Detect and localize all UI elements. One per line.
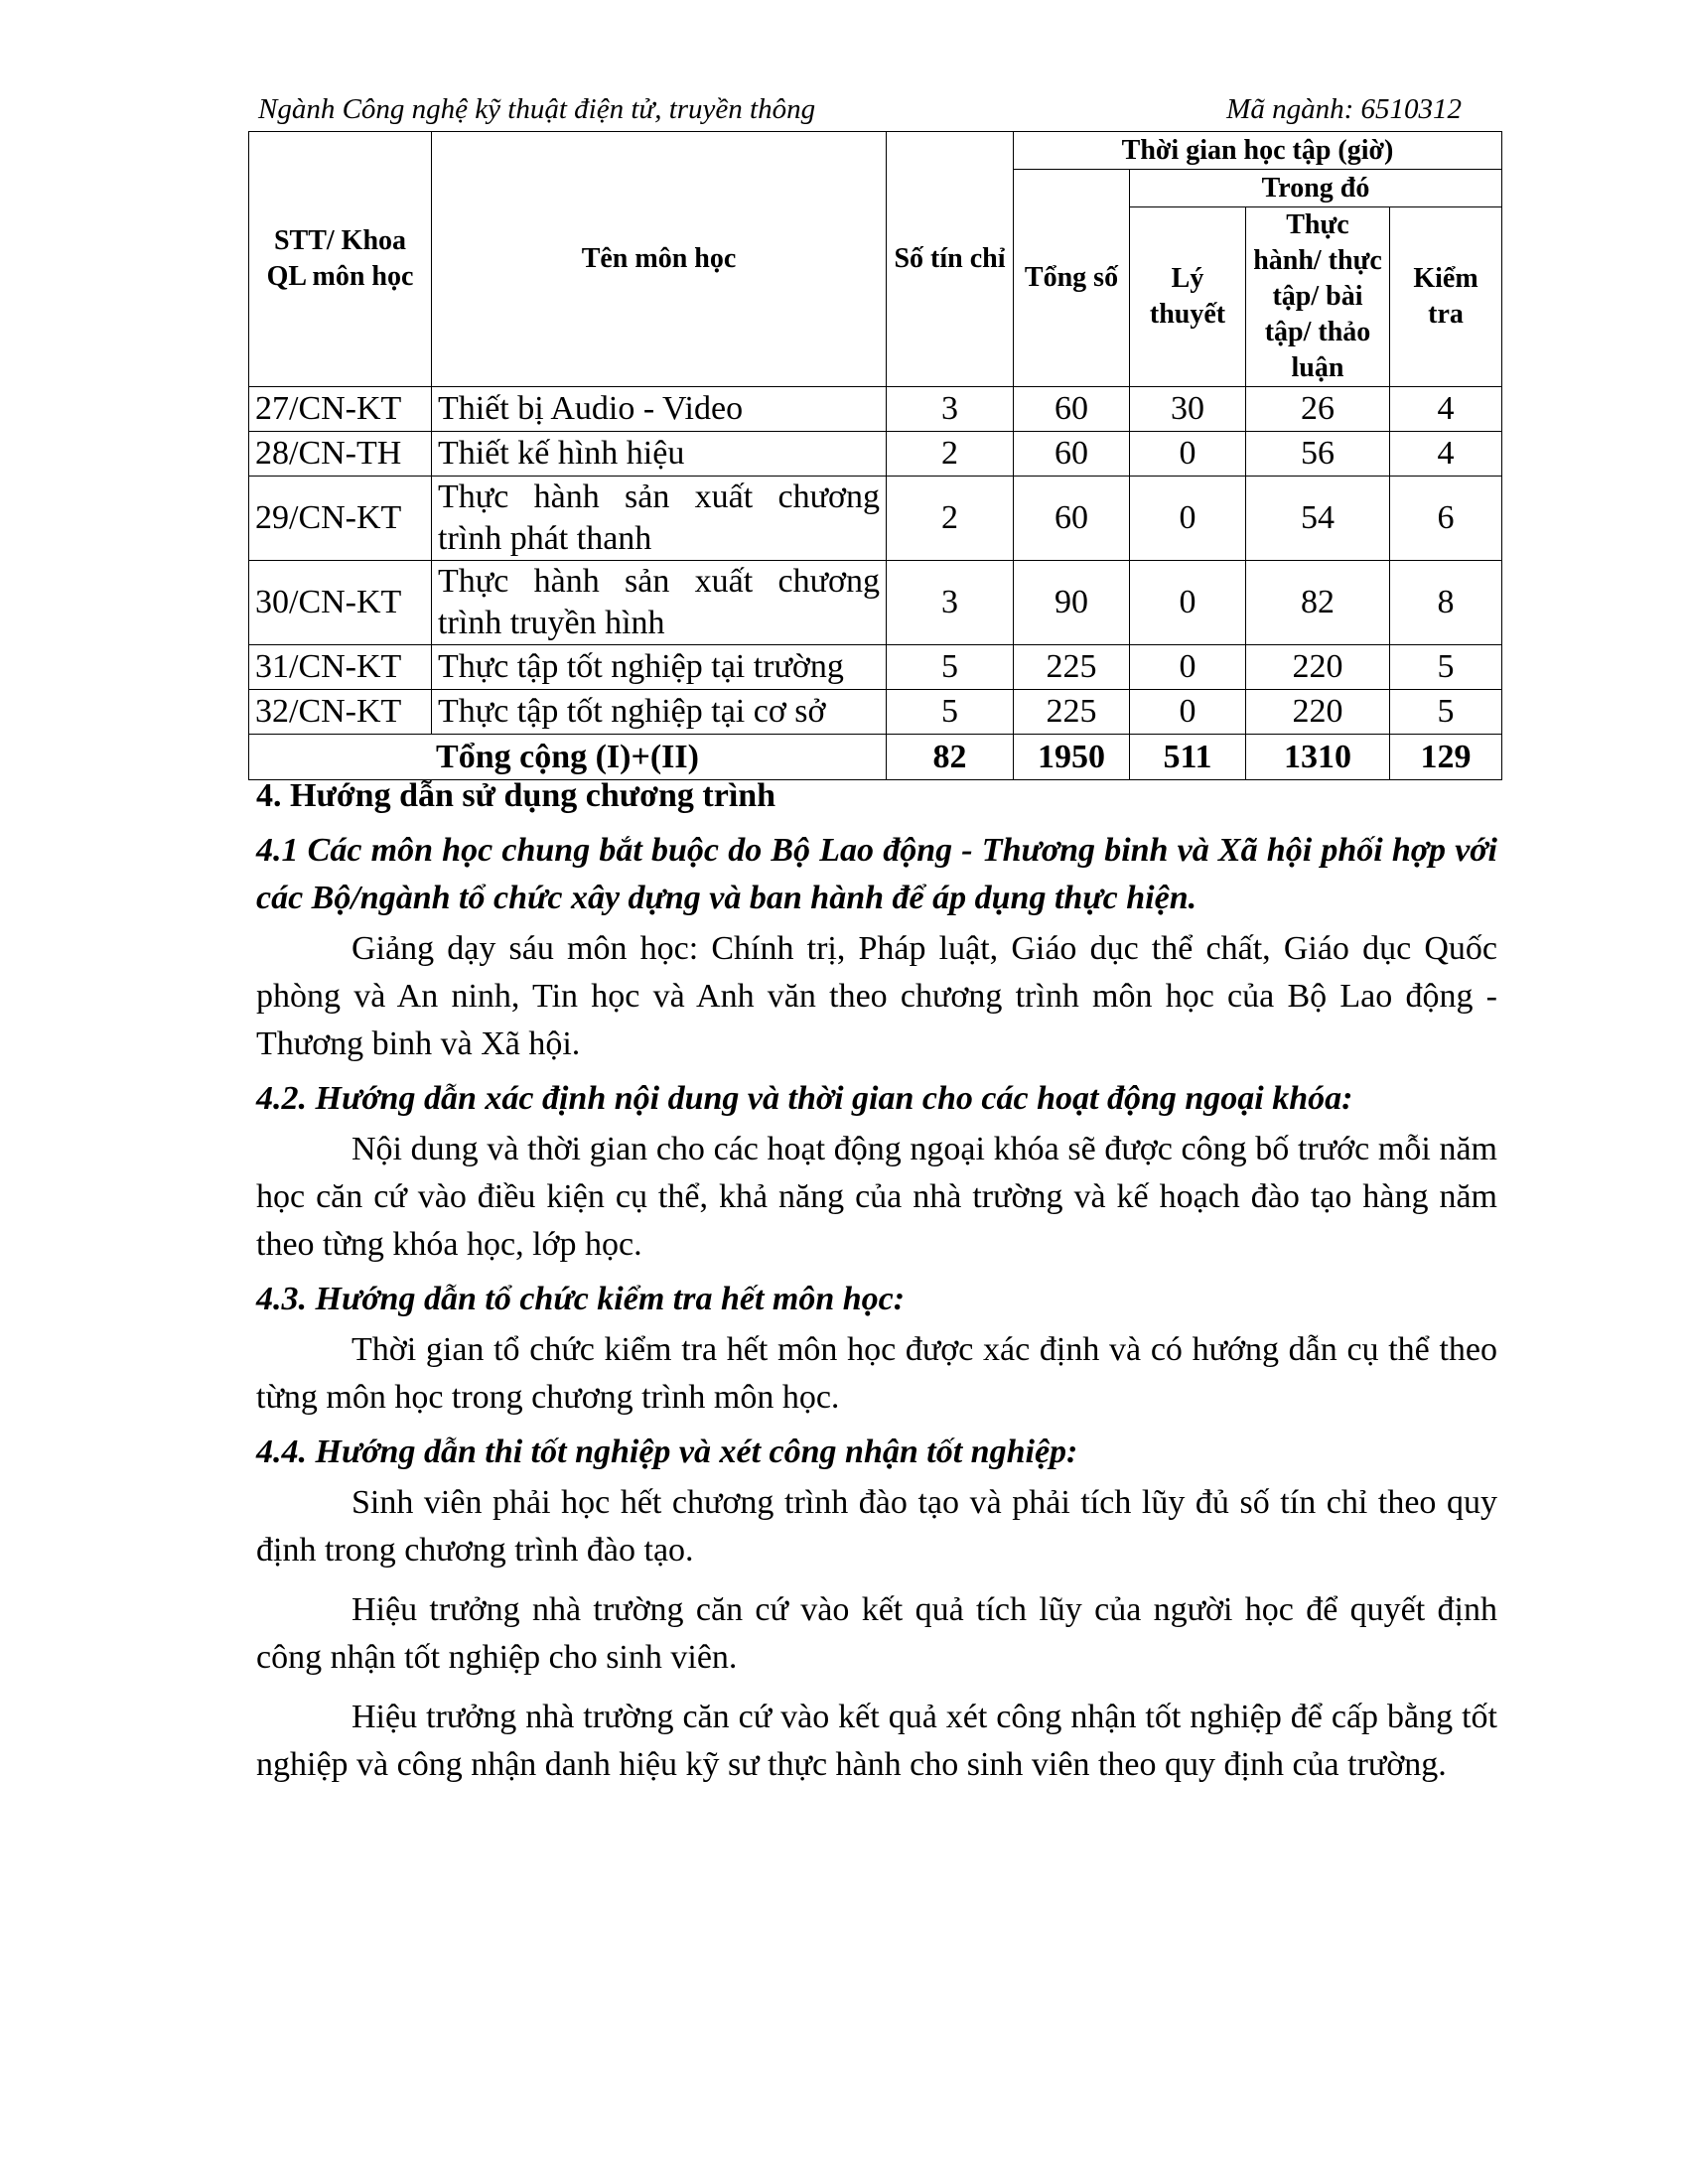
cell-credits: 2 <box>887 477 1014 561</box>
table-row <box>249 432 1502 477</box>
subsection-4-4-paragraph-3: Hiệu trưởng nhà trường căn cứ vào kết quả xét công nhận tốt nghiệp để cấp bằng tốt nghiệp và công nhận danh hiệu kỹ sư thực hành cho sinh viên theo quy định của trường. <box>256 1699 1497 1783</box>
cell-practice: 82 <box>1246 561 1390 645</box>
cell-exam: 6 <box>1390 477 1502 561</box>
cell-total: 60 <box>1014 387 1130 432</box>
cell-stt: 30/CN-KT <box>249 561 432 645</box>
total-hours: 1950 <box>1014 735 1130 780</box>
total-label: Tổng cộng (I)+(II) <box>249 735 887 780</box>
header-study-time: Thời gian học tập (giờ) <box>1014 132 1502 170</box>
cell-exam: 4 <box>1390 432 1502 477</box>
header-subject-name: Tên môn học <box>432 132 887 387</box>
cell-exam: 4 <box>1390 387 1502 432</box>
curriculum-table <box>248 131 1502 780</box>
header-stt: STT/ Khoa QL môn học <box>249 132 432 387</box>
cell-subject-name: Thực tập tốt nghiệp tại trường <box>432 645 887 690</box>
cell-subject-name: Thiết bị Audio - Video <box>432 387 887 432</box>
total-credits: 82 <box>887 735 1014 780</box>
cell-exam: 5 <box>1390 690 1502 735</box>
cell-theory: 0 <box>1130 645 1246 690</box>
subsection-4-2-title: 4.2. Hướng dẫn xác định nội dung và thời gian cho các hoạt động ngoại khóa: <box>256 1080 1353 1117</box>
cell-stt: 27/CN-KT <box>249 387 432 432</box>
subsection-4-1-title: 4.1 Các môn học chung bắt buộc do Bộ Lao động - Thương binh và Xã hội phối hợp với các Bộ/ngành tổ chức xây dựng và ban hành để áp dụng thực hiện. <box>256 832 1497 916</box>
table-row <box>249 477 1502 561</box>
header-breakdown: Trong đó <box>1130 170 1502 207</box>
total-exam: 129 <box>1390 735 1502 780</box>
usage-guide-section <box>256 772 1497 1789</box>
subsection-4-3-title: 4.3. Hướng dẫn tổ chức kiểm tra hết môn học: <box>256 1281 906 1317</box>
subsection-4-2-paragraph: Nội dung và thời gian cho các hoạt động ngoại khóa sẽ được công bố trước mỗi năm học căn cứ vào điều kiện cụ thể, khả năng của nhà trường và kế hoạch đào tạo hàng năm theo từng khóa học, lớp học. <box>256 1131 1497 1263</box>
cell-stt: 29/CN-KT <box>249 477 432 561</box>
header-exam: Kiểm tra <box>1390 207 1502 387</box>
header-practice: Thực hành/ thực tập/ bài tập/ thảo luận <box>1246 207 1390 387</box>
cell-theory: 0 <box>1130 561 1246 645</box>
cell-practice: 54 <box>1246 477 1390 561</box>
cell-practice: 26 <box>1246 387 1390 432</box>
cell-total: 60 <box>1014 432 1130 477</box>
page-header <box>250 91 1462 127</box>
cell-theory: 0 <box>1130 477 1246 561</box>
cell-credits: 3 <box>887 561 1014 645</box>
subsection-4-1-paragraph: Giảng dạy sáu môn học: Chính trị, Pháp luật, Giáo dục thể chất, Giáo dục Quốc phòng và An ninh, Tin học và Anh văn theo chương trình môn học của Bộ Lao động - Thương binh và Xã hội. <box>256 930 1497 1062</box>
cell-credits: 5 <box>887 645 1014 690</box>
total-practice: 1310 <box>1246 735 1390 780</box>
cell-stt: 28/CN-TH <box>249 432 432 477</box>
cell-total: 225 <box>1014 690 1130 735</box>
cell-practice: 220 <box>1246 690 1390 735</box>
header-theory: Lý thuyết <box>1130 207 1246 387</box>
cell-theory: 0 <box>1130 690 1246 735</box>
table-row <box>249 561 1502 645</box>
program-code: Mã ngành: 6510312 <box>1226 93 1462 125</box>
cell-total: 90 <box>1014 561 1130 645</box>
subsection-4-3-paragraph: Thời gian tổ chức kiểm tra hết môn học được xác định và có hướng dẫn cụ thể theo từng môn học trong chương trình môn học. <box>256 1331 1497 1416</box>
cell-stt: 32/CN-KT <box>249 690 432 735</box>
cell-subject-name: Thiết kế hình hiệu <box>432 432 887 477</box>
header-credits: Số tín chỉ <box>887 132 1014 387</box>
cell-subject-name: Thực tập tốt nghiệp tại cơ sở <box>432 690 887 735</box>
program-name: Ngành Công nghệ kỹ thuật điện tử, truyền thông <box>258 93 816 125</box>
cell-theory: 0 <box>1130 432 1246 477</box>
cell-practice: 220 <box>1246 645 1390 690</box>
subsection-4-4-paragraph-1: Sinh viên phải học hết chương trình đào tạo và phải tích lũy đủ số tín chỉ theo quy định trong chương trình đào tạo. <box>256 1484 1497 1569</box>
cell-total: 60 <box>1014 477 1130 561</box>
subsection-4-4-paragraph-2: Hiệu trưởng nhà trường căn cứ vào kết quả tích lũy của người học để quyết định công nhận tốt nghiệp cho sinh viên. <box>256 1591 1497 1676</box>
table-row <box>249 645 1502 690</box>
cell-credits: 5 <box>887 690 1014 735</box>
cell-credits: 2 <box>887 432 1014 477</box>
cell-subject-name: Thực hành sản xuất chương trình phát thanh <box>432 477 887 561</box>
table-row <box>249 690 1502 735</box>
table-row <box>249 387 1502 432</box>
cell-subject-name: Thực hành sản xuất chương trình truyền hình <box>432 561 887 645</box>
cell-exam: 8 <box>1390 561 1502 645</box>
total-theory: 511 <box>1130 735 1246 780</box>
cell-stt: 31/CN-KT <box>249 645 432 690</box>
subsection-4-4-title: 4.4. Hướng dẫn thi tốt nghiệp và xét công nhận tốt nghiệp: <box>256 1433 1078 1470</box>
section-title: 4. Hướng dẫn sử dụng chương trình <box>256 777 776 814</box>
cell-theory: 30 <box>1130 387 1246 432</box>
cell-credits: 3 <box>887 387 1014 432</box>
cell-practice: 56 <box>1246 432 1390 477</box>
cell-exam: 5 <box>1390 645 1502 690</box>
cell-total: 225 <box>1014 645 1130 690</box>
header-total: Tổng số <box>1014 170 1130 387</box>
